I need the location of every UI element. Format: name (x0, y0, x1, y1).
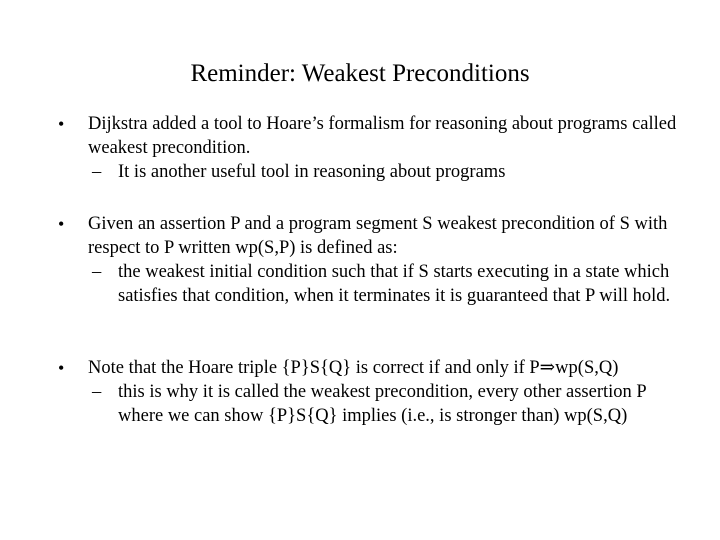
bullet-1 (58, 112, 678, 184)
bullet-1-text: Dijkstra added a tool to Hoare’s formalism for reasoning about programs called weakest precondition. (88, 114, 677, 158)
bullet-2 (58, 212, 678, 308)
bullet-glyph: • (58, 214, 65, 234)
bullet-3 (58, 356, 678, 428)
bullet-glyph: • (58, 358, 65, 378)
bullet-1-subitem (88, 160, 678, 184)
bullet-3-subitem-text: this is why it is called the weakest precondition, every other assertion P where we can show {P}S{Q} implies (i.e., is stronger than) wp(S,Q) (118, 382, 646, 426)
dash-glyph: – (92, 382, 102, 402)
bullet-2-text: Given an assertion P and a program segment S weakest precondition of S with respect to P written wp(S,P) is defined as: (88, 214, 668, 258)
bullet-2-subitem (88, 260, 678, 308)
bullet-1-subitem-text: It is another useful tool in reasoning about programs (118, 162, 506, 182)
bullet-2-subitem-text: the weakest initial condition such that if S starts executing in a state which satisfies that condition, when it terminates it is guaranteed that P will hold. (118, 262, 671, 306)
dash-glyph: – (92, 162, 102, 182)
dash-glyph: – (92, 262, 102, 282)
bullet-glyph: • (58, 114, 65, 134)
slide-title: Reminder: Weakest Preconditions (190, 60, 530, 87)
bullet-3-text: Note that the Hoare triple {P}S{Q} is correct if and only if P⇒wp(S,Q) (88, 358, 619, 378)
bullet-3-subitem (88, 380, 678, 428)
